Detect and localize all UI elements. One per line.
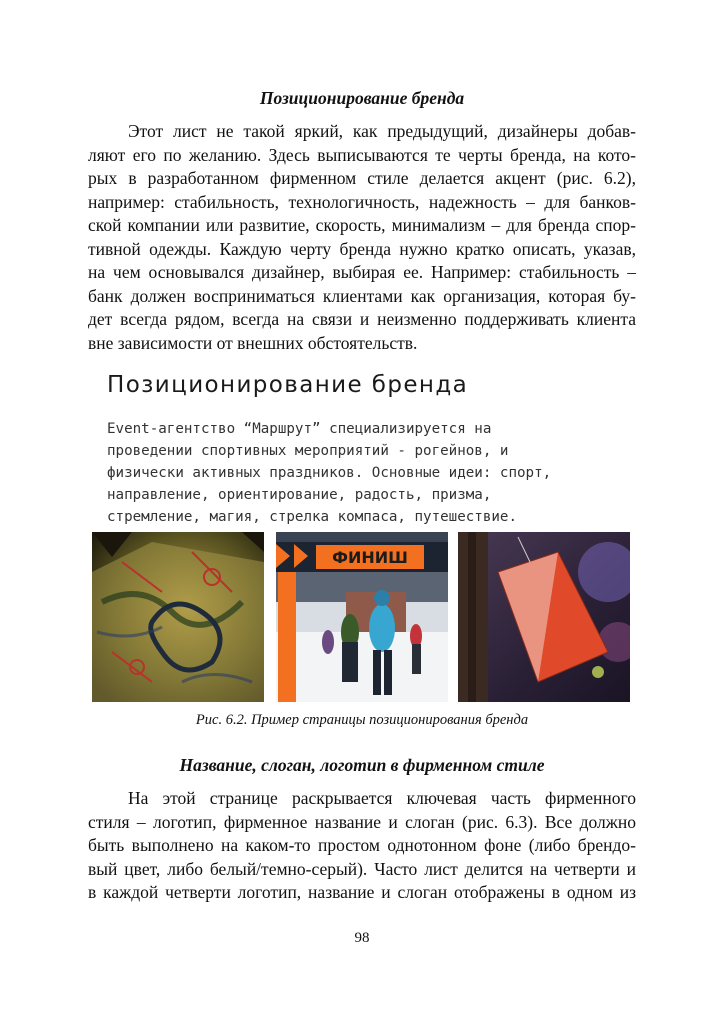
text-line: на чем основывался дизайнер, выбирая ее. Например: стабильность – [88,262,636,282]
figure-brand-positioning [92,368,632,704]
text-line: ляют его по желанию. Здесь выписываются те черты бренда, на кото- [88,144,636,165]
text-line: рых в разработанном фирменном стиле делается акцент (рис. 6.2), [88,168,636,188]
text-line: дет всегда рядом, всегда на связи и неизменно поддерживать клиента [88,309,636,329]
figure-text-line: проведении спортивных мероприятий - рогейнов, и [107,443,509,459]
figure-text-line: направление, ориентирование, радость, призма, [107,487,492,503]
figure-text-line: Event-агентство “Маршрут” специализируется на [107,421,492,437]
text-line: быть выполнено на каком-то простом однотонном фоне (либо брендо- [88,835,636,855]
paragraph-brand-positioning [88,120,636,355]
text-line: ской компании или развитие, скорость, минимализм – для бренда спор- [88,215,636,235]
page-number: 98 [354,930,370,946]
figure-text-line: физически активных праздников. Основные идеи: спорт, [107,465,552,481]
figure-text-line: стремление, магия, стрелка компаса, путешествие. [107,509,517,525]
text-line: вне зависимости от внешних обстоятельств. [88,332,418,353]
text-line: например: стабильность, технологичность, надежность – для банков- [88,191,636,212]
section-title-name-slogan-logo: Название, слоган, логотип в фирменном стиле [179,755,545,775]
photo-control-flag [458,532,630,702]
finish-banner-text: ФИНИШ [332,548,408,567]
text-line: в каждой четверти логотип, название и слоган отображены в одном из [88,882,636,902]
figure-description [107,418,627,528]
text-line: тивной одежды. Каждую черту бренда нужно кратко описать, указав, [88,238,636,259]
text-line: вый цвет, либо белый/темно-серый). Часто лист делится на четверти и [88,858,636,879]
paragraph-name-slogan-logo [88,787,636,905]
section-title-brand-positioning: Позиционирование бренда [259,88,465,108]
photo-finish-line [276,532,448,702]
figure-caption: Рис. 6.2. Пример страницы позиционирования бренда [195,712,529,728]
text-line: Этот лист не такой яркий, как предыдущий, дизайнеры добав- [128,121,636,141]
text-line: стиля – логотип, фирменное название и слоган (рис. 6.3). Все должно [88,811,636,832]
photo-orienteering-map [92,532,264,702]
text-line: банк должен восприниматься клиентами как организация, которая бу- [88,285,636,306]
text-line: На этой странице раскрывается ключевая часть фирменного [128,788,636,808]
figure-heading: Позиционирование бренда [107,372,469,398]
